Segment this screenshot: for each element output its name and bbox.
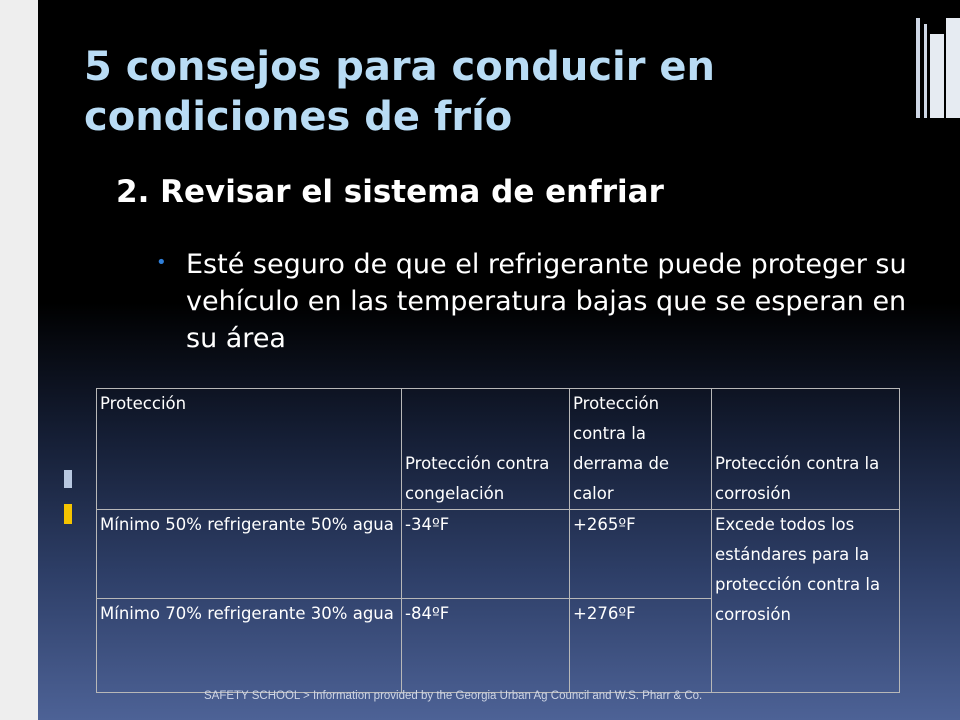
- header-cell-protection: Protección: [97, 389, 402, 510]
- header-cell-heat: Protección contra la derrama de calor: [570, 389, 712, 510]
- slide-title: 5 consejos para conducir en condiciones de frío: [84, 44, 716, 140]
- bullet-text: Esté seguro de que el refrigerante puede proteger su vehículo en las temperatura bajas que se esperan en su área: [186, 249, 907, 354]
- left-margin-strip: [0, 0, 38, 720]
- cell-heat: +265ºF: [570, 510, 712, 599]
- cell-heat: +276ºF: [570, 599, 712, 693]
- cell-freeze: -34ºF: [402, 510, 570, 599]
- corner-decoration-top-right: [916, 18, 960, 128]
- cell-corrosion: Excede todos los estándares para la protección contra la corrosión: [712, 510, 900, 693]
- table-row: [97, 510, 900, 599]
- section-subheading: 2. Revisar el sistema de enfriar: [116, 174, 664, 210]
- accent-bars-left: [64, 470, 76, 550]
- cell-mix: Mínimo 50% refrigerante 50% agua: [97, 510, 402, 599]
- coolant-protection-table: [96, 388, 900, 693]
- bullet-dot-icon: •: [156, 252, 167, 273]
- header-cell-corrosion: Protección contra la corrosión: [712, 389, 900, 510]
- footer-credit: SAFETY SCHOOL > Information provided by the Georgia Urban Ag Council and W.S. Pharr & Co.: [204, 690, 703, 702]
- cell-mix: Mínimo 70% refrigerante 30% agua: [97, 599, 402, 693]
- header-cell-freeze: Protección contra congelación: [402, 389, 570, 510]
- cell-freeze: -84ºF: [402, 599, 570, 693]
- table-header-row: [97, 389, 900, 510]
